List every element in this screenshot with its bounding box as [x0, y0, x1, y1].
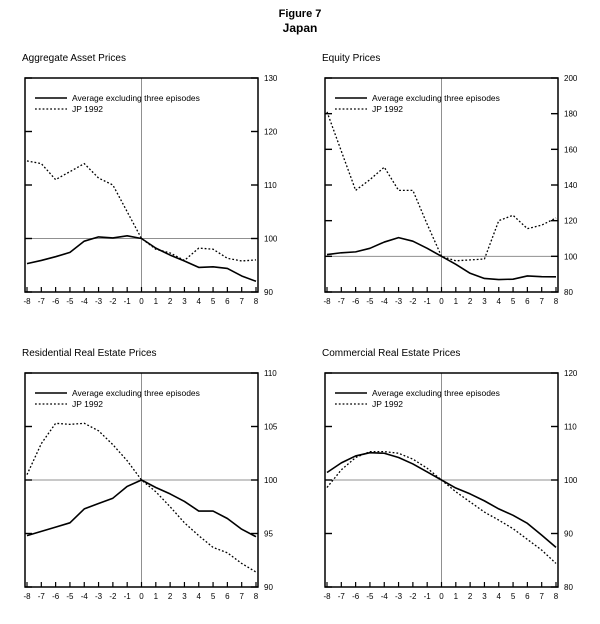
y-tick-label: 110	[264, 181, 277, 190]
x-tick-label: 8	[553, 592, 559, 601]
panel-commercial-real-estate-prices	[310, 347, 600, 613]
x-tick-label: -8	[23, 592, 31, 601]
panel-residential-real-estate-prices	[10, 347, 300, 613]
x-tick-label: 1	[453, 592, 459, 601]
chart-residential-real-estate-prices	[10, 363, 300, 609]
x-tick-label: 0	[439, 592, 444, 601]
x-tick-label: -6	[52, 592, 60, 601]
x-tick-label: 1	[153, 592, 159, 601]
x-tick-label: -4	[380, 297, 388, 306]
x-tick-label: -3	[395, 297, 403, 306]
x-tick-label: -2	[109, 297, 117, 306]
legend-label-average: Average excluding three episodes	[372, 388, 500, 398]
x-tick-label: -4	[380, 592, 388, 601]
y-tick-label: 90	[264, 583, 273, 592]
y-tick-label: 90	[564, 529, 573, 539]
legend-label-jp-1992: JP 1992	[372, 104, 404, 114]
x-tick-label: 6	[525, 297, 530, 306]
x-tick-label: 0	[139, 297, 144, 306]
x-tick-label: -4	[80, 297, 88, 306]
x-tick-label: 5	[210, 297, 216, 306]
y-tick-label: 120	[264, 127, 278, 137]
y-tick-label: 110	[264, 369, 277, 378]
x-tick-label: -7	[37, 592, 45, 601]
x-tick-label: -5	[366, 297, 374, 306]
x-tick-label: 7	[239, 297, 244, 306]
x-tick-label: 3	[482, 592, 487, 601]
x-tick-label: 0	[439, 297, 444, 306]
y-tick-label: 90	[264, 288, 273, 297]
x-tick-label: -3	[95, 592, 103, 601]
legend-label-jp-1992: JP 1992	[72, 399, 104, 409]
y-tick-label: 80	[564, 583, 573, 592]
panel-aggregate-asset-prices	[10, 52, 300, 318]
x-tick-label: -7	[337, 592, 345, 601]
chart-aggregate-asset-prices	[10, 68, 300, 314]
y-tick-label: 160	[564, 145, 578, 155]
panel-title-commercial-real-estate-prices: Commercial Real Estate Prices	[322, 348, 461, 359]
y-tick-label: 100	[264, 476, 278, 485]
x-tick-label: -1	[423, 592, 431, 601]
x-tick-label: 2	[467, 592, 473, 601]
x-tick-label: 2	[167, 592, 173, 601]
y-tick-label: 100	[564, 252, 578, 262]
x-tick-label: -8	[323, 297, 331, 306]
x-tick-label: -7	[337, 297, 345, 306]
x-tick-label: 7	[539, 297, 544, 306]
y-tick-label: 80	[564, 288, 573, 297]
x-tick-label: 8	[553, 297, 559, 306]
chart-equity-prices	[310, 68, 600, 314]
y-tick-label: 95	[264, 529, 273, 539]
figure-title-block	[0, 8, 600, 35]
panel-title-aggregate-asset-prices: Aggregate Asset Prices	[22, 53, 126, 64]
figure-number: Figure 7	[278, 8, 322, 20]
x-tick-label: 3	[182, 297, 187, 306]
x-tick-label: 6	[225, 592, 230, 601]
x-tick-label: 8	[253, 592, 259, 601]
x-tick-label: 5	[510, 592, 516, 601]
x-tick-label: 7	[539, 592, 544, 601]
legend-label-average: Average excluding three episodes	[372, 93, 500, 103]
x-tick-label: 3	[182, 592, 187, 601]
x-tick-label: -6	[352, 297, 360, 306]
x-tick-label: 4	[196, 297, 201, 306]
x-tick-label: 1	[453, 297, 459, 306]
x-tick-label: -1	[123, 592, 131, 601]
x-tick-label: 1	[153, 297, 159, 306]
y-tick-label: 130	[264, 74, 278, 83]
x-tick-label: 5	[510, 297, 516, 306]
x-tick-label: -6	[352, 592, 360, 601]
panel-title-equity-prices: Equity Prices	[322, 53, 381, 64]
x-tick-label: -5	[366, 592, 374, 601]
x-tick-label: -4	[80, 592, 88, 601]
legend-label-average: Average excluding three episodes	[72, 388, 200, 398]
y-tick-label: 100	[264, 234, 278, 244]
panel-equity-prices	[310, 52, 600, 318]
x-tick-label: 4	[496, 297, 501, 306]
legend-label-jp-1992: JP 1992	[372, 399, 404, 409]
x-tick-label: -5	[66, 297, 74, 306]
y-tick-label: 180	[564, 109, 578, 119]
legend-label-jp-1992: JP 1992	[72, 104, 104, 114]
x-tick-label: -6	[52, 297, 60, 306]
x-tick-label: 3	[482, 297, 487, 306]
x-tick-label: 4	[196, 592, 201, 601]
legend-label-average: Average excluding three episodes	[72, 93, 200, 103]
panel-title-residential-real-estate-prices: Residential Real Estate Prices	[22, 348, 157, 359]
x-tick-label: -8	[23, 297, 31, 306]
x-tick-label: -7	[37, 297, 45, 306]
y-tick-label: 120	[564, 216, 578, 226]
x-tick-label: 6	[225, 297, 230, 306]
x-tick-label: -8	[323, 592, 331, 601]
x-tick-label: 0	[139, 592, 144, 601]
x-tick-label: -1	[123, 297, 131, 306]
x-tick-label: -2	[409, 592, 417, 601]
x-tick-label: 2	[467, 297, 473, 306]
y-tick-label: 200	[564, 74, 578, 83]
x-tick-label: 8	[253, 297, 259, 306]
x-tick-label: -3	[95, 297, 103, 306]
x-tick-label: -2	[109, 592, 117, 601]
y-tick-label: 105	[264, 422, 278, 432]
x-tick-label: -2	[409, 297, 417, 306]
x-tick-label: -3	[395, 592, 403, 601]
chart-commercial-real-estate-prices	[310, 363, 600, 609]
x-tick-label: 5	[210, 592, 216, 601]
y-tick-label: 110	[564, 422, 577, 432]
x-tick-label: 6	[525, 592, 530, 601]
y-tick-label: 140	[564, 181, 578, 190]
figure-subtitle: Japan	[282, 21, 318, 35]
y-tick-label: 100	[564, 476, 578, 485]
x-tick-label: -5	[66, 592, 74, 601]
x-tick-label: 7	[239, 592, 244, 601]
x-tick-label: 2	[167, 297, 173, 306]
x-tick-label: 4	[496, 592, 501, 601]
y-tick-label: 120	[564, 369, 578, 378]
x-tick-label: -1	[423, 297, 431, 306]
